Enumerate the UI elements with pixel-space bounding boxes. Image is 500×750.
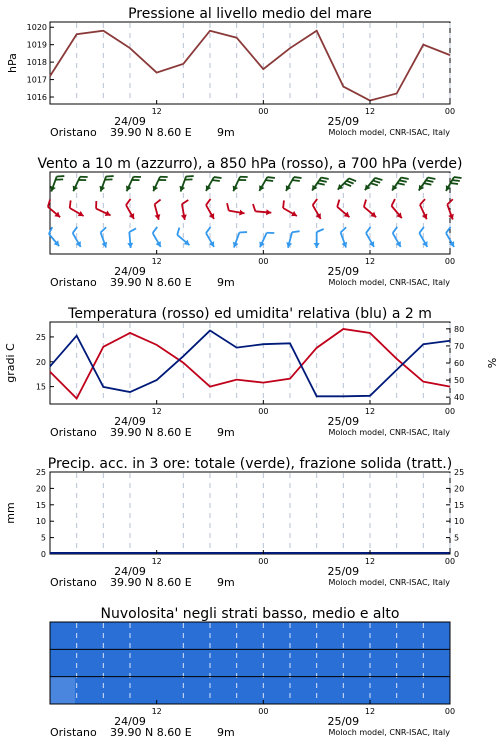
- y-axis-label: mm: [4, 502, 17, 524]
- date-label: 25/09: [327, 565, 360, 578]
- panel-2: [50, 172, 450, 254]
- cloud-cell: [350, 677, 376, 705]
- elevation: 9m: [217, 726, 235, 739]
- cloud-cell: [225, 677, 251, 705]
- barb-feather: [292, 180, 300, 181]
- x-tick-label: 12: [364, 257, 376, 266]
- x-tick-label: 00: [258, 557, 269, 566]
- x-tick-label: 12: [151, 257, 162, 266]
- cloud-cell: [425, 622, 451, 650]
- location-name: Oristano: [50, 726, 97, 739]
- cloud-cell: [400, 677, 426, 705]
- wind-barb-700hPa: [153, 177, 168, 192]
- barb-head: [314, 243, 320, 248]
- barb-head: [155, 214, 161, 220]
- barb-feather: [206, 227, 211, 233]
- date-label: 24/09: [114, 265, 146, 278]
- date-label: 24/09: [114, 715, 146, 728]
- barb-feather: [426, 180, 433, 182]
- coordinates: 39.90 N 8.60 E: [110, 426, 192, 439]
- cloud-cell: [400, 649, 426, 677]
- wind-barb-700hPa: [179, 176, 193, 191]
- elevation: 9m: [217, 126, 235, 139]
- wind-barb-10m: [314, 229, 324, 248]
- barb-feather: [266, 180, 274, 181]
- date-label: 24/09: [114, 415, 146, 428]
- cloud-cell: [175, 649, 201, 677]
- chart-title: Precip. acc. in 3 ore: totale (verde), frazione solida (tratt.): [47, 456, 453, 472]
- cloud-cell: [200, 677, 226, 705]
- y-axis-label: hPa: [6, 53, 19, 73]
- date-label: 25/09: [327, 715, 360, 728]
- date-label: 25/09: [327, 415, 360, 428]
- location-name: Oristano: [50, 126, 97, 139]
- plot-frame: [50, 472, 450, 554]
- wind-barb-850hPa: [313, 199, 321, 219]
- barb-feather: [341, 227, 347, 232]
- y-tick-label-left: 0: [40, 550, 46, 559]
- location-name: Oristano: [50, 426, 97, 439]
- barb-feather: [366, 227, 371, 233]
- barb-feather: [375, 178, 382, 180]
- barb-feather: [393, 227, 398, 233]
- barb-feather: [292, 231, 300, 232]
- cloud-cell: [225, 649, 251, 677]
- wind-barb-10m: [341, 227, 348, 247]
- y-tick-label-right: 50: [454, 376, 465, 386]
- y-tick-label-right: 20: [454, 484, 465, 494]
- wind-barb-850hPa: [420, 199, 427, 219]
- y-tick-label-left: 15: [35, 382, 46, 392]
- barb-feather: [321, 177, 328, 179]
- barb-feather: [317, 183, 324, 185]
- humidity-line: [50, 331, 450, 397]
- barb-feather: [419, 227, 424, 233]
- cloud-cell: [300, 677, 326, 705]
- cloud-cell: [275, 622, 301, 650]
- barb-feather: [454, 177, 462, 178]
- cloud-cell: [350, 649, 376, 677]
- wind-barb-850hPa: [181, 200, 188, 220]
- date-label: 25/09: [327, 115, 360, 128]
- wind-barb-700hPa: [365, 178, 383, 190]
- model-credit: Moloch model, CNR-ISAC, Italy: [328, 728, 450, 737]
- barb-head: [266, 209, 271, 215]
- wind-barb-10m: [153, 227, 161, 247]
- y-tick-label: 1017: [26, 75, 47, 85]
- cloud-cell: [75, 649, 101, 677]
- x-tick-label: 00: [444, 707, 456, 716]
- coordinates: 39.90 N 8.60 E: [110, 126, 192, 139]
- barb-feather: [212, 180, 220, 181]
- barb-feather: [319, 180, 326, 182]
- model-credit: Moloch model, CNR-ISAC, Italy: [328, 578, 450, 587]
- wind-barb-850hPa: [227, 203, 244, 215]
- cloud-cell: [200, 622, 226, 650]
- wind-barb-700hPa: [99, 176, 113, 191]
- x-tick-label: 00: [444, 107, 456, 116]
- cloud-cell: [300, 622, 326, 650]
- chart-title: Nuvolosita' negli strati basso, medio e alto: [100, 606, 400, 622]
- barb-feather: [49, 227, 52, 234]
- cloud-cell: [75, 677, 101, 705]
- x-tick-label: 12: [151, 107, 162, 116]
- wind-barb-700hPa: [338, 178, 356, 189]
- barb-feather: [153, 227, 158, 233]
- wind-barb-700hPa: [206, 177, 222, 191]
- cloud-cell: [400, 622, 426, 650]
- cloud-cell: [325, 622, 351, 650]
- cloud-cell: [50, 622, 76, 650]
- coordinates: 39.90 N 8.60 E: [110, 276, 192, 289]
- x-tick-label: 00: [258, 707, 269, 716]
- barb-head: [286, 242, 292, 248]
- cloud-cell: [125, 649, 151, 677]
- cloud-cell: [75, 622, 101, 650]
- y-tick-label-right: 15: [454, 500, 465, 510]
- x-tick-label: 00: [444, 557, 456, 566]
- elevation: 9m: [217, 426, 235, 439]
- wind-barb-10m: [259, 233, 274, 248]
- location-name: Oristano: [50, 276, 97, 289]
- y-tick-label: 1019: [26, 40, 47, 50]
- y-tick-label-left: 25: [35, 468, 46, 477]
- y-tick-label-right: 5: [454, 533, 460, 543]
- barb-feather: [283, 200, 284, 208]
- pressure-line: [50, 31, 450, 101]
- y-tick-label-left: 20: [35, 484, 46, 494]
- wind-barb-850hPa: [206, 199, 214, 219]
- cloud-cell: [225, 622, 251, 650]
- wind-barb-700hPa: [259, 177, 275, 191]
- cloud-cell: [150, 677, 176, 705]
- plot-frame: [50, 172, 450, 254]
- x-tick-label: 00: [258, 407, 269, 416]
- barb-feather: [267, 177, 275, 178]
- cloud-cell: [50, 677, 76, 705]
- cloud-cell: [375, 677, 401, 705]
- cloud-cell: [175, 677, 201, 705]
- barb-feather: [253, 204, 255, 211]
- cloud-cell: [125, 677, 151, 705]
- y-tick-label-right: 70: [454, 341, 465, 351]
- x-tick-label: 12: [151, 557, 162, 566]
- cloud-cell: [325, 677, 351, 705]
- barb-feather: [317, 229, 324, 232]
- barb-head: [127, 243, 133, 248]
- barb-feather: [451, 183, 459, 184]
- wind-barb-700hPa: [50, 176, 64, 191]
- cloud-cell: [250, 622, 276, 650]
- barb-feather: [70, 200, 71, 208]
- model-credit: Moloch model, CNR-ISAC, Italy: [328, 128, 450, 137]
- barb-feather: [424, 183, 431, 185]
- barb-feather: [344, 183, 351, 186]
- barb-feather: [420, 199, 425, 205]
- date-label: 24/09: [114, 565, 146, 578]
- y-tick-label-right: 60: [454, 359, 465, 368]
- date-label: 24/09: [114, 115, 146, 128]
- y-axis-label-left: gradi C: [4, 343, 17, 383]
- cloud-cell: [250, 677, 276, 705]
- wind-barb-850hPa: [155, 200, 161, 220]
- x-tick-label: 12: [151, 407, 162, 416]
- location-name: Oristano: [50, 576, 97, 589]
- wind-barb-700hPa: [312, 177, 329, 190]
- cloud-cell: [125, 622, 151, 650]
- y-tick-label-left: 5: [40, 533, 46, 543]
- wind-barb-10m: [127, 228, 136, 248]
- y-tick-label-left: 10: [35, 517, 46, 527]
- wind-barb-700hPa: [286, 177, 302, 191]
- cloud-cell: [275, 649, 301, 677]
- barb-feather: [177, 228, 179, 235]
- wind-barb-700hPa: [126, 177, 141, 192]
- y-tick-label-left: 20: [35, 357, 46, 367]
- y-tick-label-right: 25: [454, 468, 465, 477]
- wind-barb-700hPa: [233, 177, 248, 192]
- y-tick-label-right: 80: [454, 324, 465, 334]
- cloud-cell: [425, 677, 451, 705]
- x-tick-label: 12: [151, 707, 162, 716]
- barb-feather: [392, 199, 395, 206]
- y-tick-label: 1018: [26, 58, 47, 68]
- x-tick-label: 00: [444, 407, 456, 416]
- y-tick-label-right: 0: [454, 550, 460, 559]
- cloud-cell: [100, 677, 126, 705]
- model-credit: Moloch model, CNR-ISAC, Italy: [328, 428, 450, 437]
- wind-barb-10m: [233, 232, 247, 247]
- barb-feather: [373, 181, 380, 183]
- barb-feather: [155, 200, 161, 205]
- barb-feather: [399, 180, 406, 182]
- x-tick-label: 12: [364, 557, 376, 566]
- cloud-cell: [175, 622, 201, 650]
- wind-barb-700hPa: [446, 177, 462, 191]
- cloud-cell: [50, 649, 76, 677]
- chart-title: Vento a 10 m (azzurro), a 850 hPa (rosso), a 700 hPa (verde): [37, 156, 463, 172]
- x-tick-label: 00: [258, 107, 269, 116]
- coordinates: 39.90 N 8.60 E: [110, 726, 192, 739]
- chart-title: Pressione al livello medio del mare: [128, 6, 372, 22]
- cloud-cell: [150, 622, 176, 650]
- model-credit: Moloch model, CNR-ISAC, Italy: [328, 278, 450, 287]
- barb-feather: [401, 177, 408, 179]
- panel-4: [50, 472, 450, 554]
- y-tick-label: 1016: [26, 93, 47, 103]
- x-tick-label: 00: [258, 257, 269, 266]
- y-tick-label: 1020: [26, 23, 47, 33]
- barb-feather: [129, 228, 136, 232]
- barb-feather: [397, 183, 404, 185]
- barb-feather: [182, 200, 188, 204]
- barb-feather: [347, 181, 354, 184]
- barb-feather: [337, 200, 339, 207]
- barb-feather: [428, 177, 435, 179]
- y-tick-label-right: 40: [454, 393, 465, 403]
- barb-feather: [452, 180, 460, 181]
- cloud-cell: [300, 649, 326, 677]
- barb-feather: [227, 203, 229, 210]
- wind-barb-700hPa: [419, 177, 436, 190]
- wind-barb-850hPa: [126, 199, 134, 219]
- cloud-cell: [425, 649, 451, 677]
- cloud-cell: [150, 649, 176, 677]
- barb-feather: [371, 183, 378, 185]
- x-tick-label: 12: [364, 107, 376, 116]
- y-tick-label-right: 10: [454, 517, 465, 527]
- wind-barb-10m: [101, 227, 108, 247]
- coordinates: 39.90 N 8.60 E: [110, 576, 192, 589]
- cloud-cell: [275, 677, 301, 705]
- cloud-cell: [200, 649, 226, 677]
- x-tick-label: 12: [364, 407, 376, 416]
- barb-feather: [214, 177, 222, 178]
- wind-barb-10m: [286, 231, 299, 248]
- wind-barb-850hPa: [447, 199, 454, 219]
- elevation: 9m: [217, 576, 235, 589]
- cloud-cell: [350, 622, 376, 650]
- x-tick-label: 12: [364, 707, 376, 716]
- barb-feather: [349, 178, 356, 181]
- y-axis-label-right: %: [485, 357, 498, 369]
- wind-barb-850hPa: [253, 204, 271, 215]
- date-label: 25/09: [327, 265, 360, 278]
- chart-title: Temperatura (rosso) ed umidita' relativa (blu) a 2 m: [68, 306, 432, 322]
- panel-3: [50, 322, 450, 404]
- barb-feather: [101, 227, 107, 232]
- wind-barb-700hPa: [73, 177, 88, 192]
- y-tick-label-left: 25: [35, 332, 46, 342]
- wind-barb-700hPa: [392, 177, 409, 190]
- plot-frame: [50, 322, 450, 404]
- cloud-cell: [250, 649, 276, 677]
- elevation: 9m: [217, 276, 235, 289]
- cloud-cell: [325, 649, 351, 677]
- barb-feather: [364, 200, 366, 207]
- barb-feather: [73, 227, 78, 233]
- y-tick-label-left: 15: [35, 500, 46, 510]
- x-tick-label: 00: [444, 257, 456, 266]
- barb-feather: [294, 177, 302, 178]
